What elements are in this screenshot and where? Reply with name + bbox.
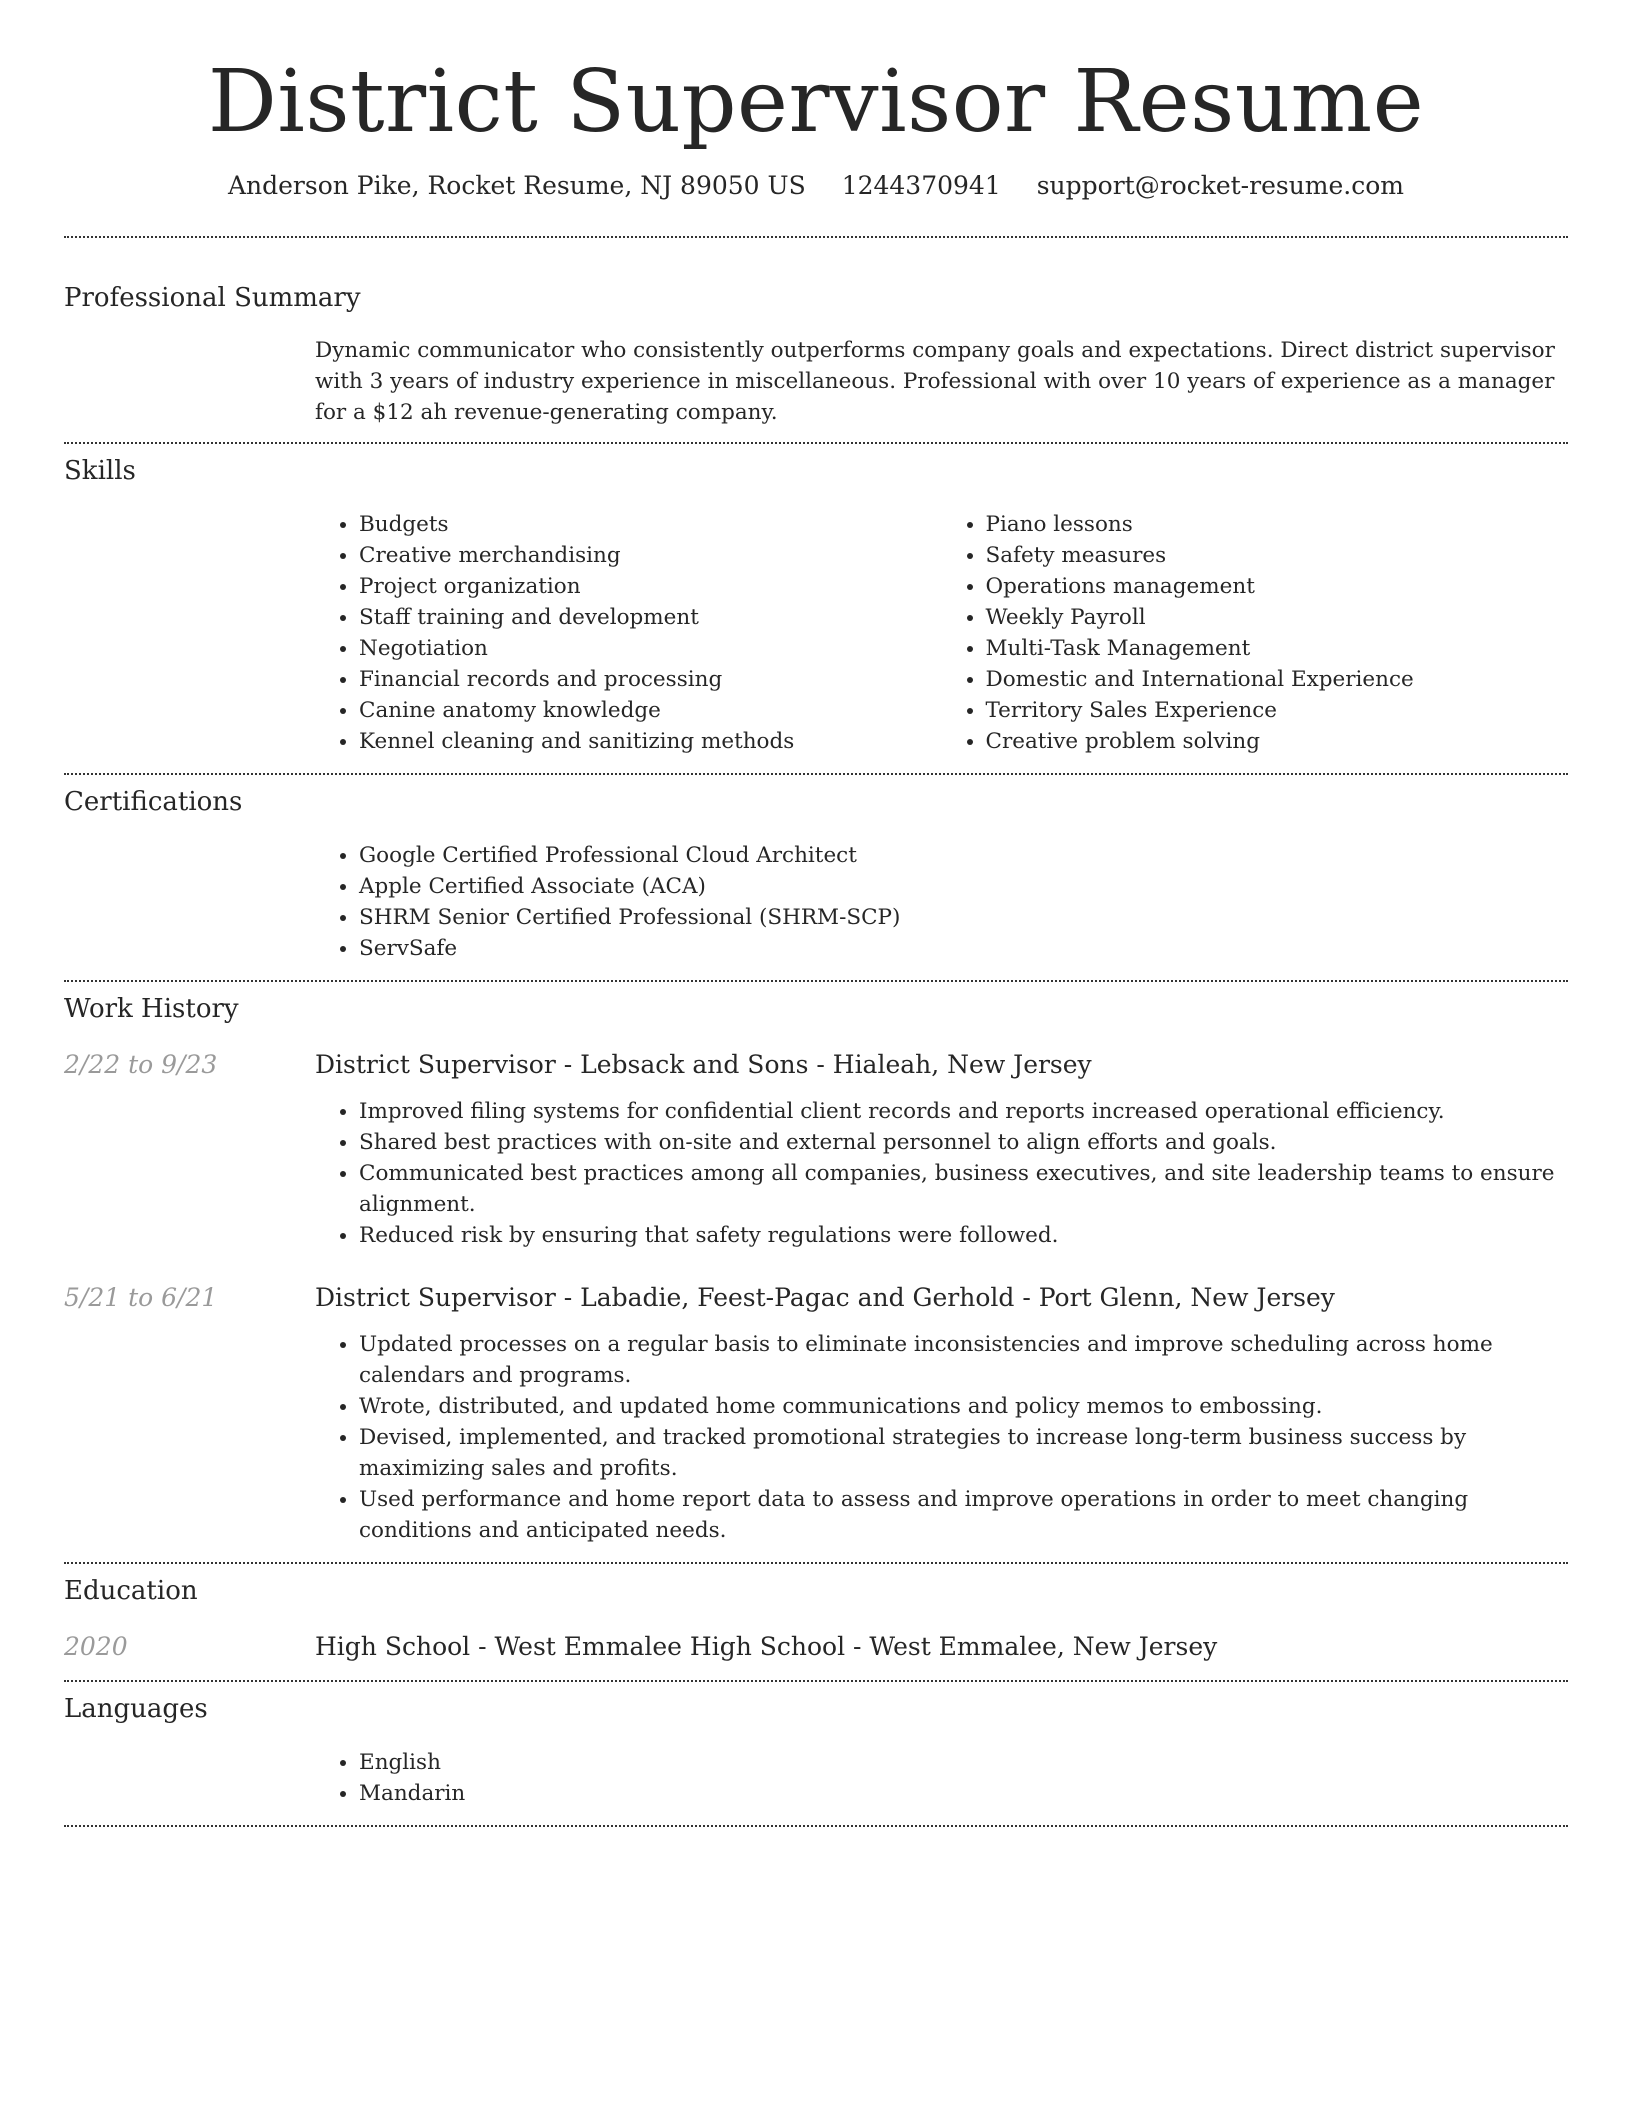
summary-section bbox=[64, 281, 1568, 428]
list-item: • Wrote, distributed, and updated home communications and policy memos to embossing. bbox=[359, 1391, 1568, 1422]
list-item: • Devised, implemented, and tracked promotional strategies to increase long-term business success by maximizing sales and profits. bbox=[359, 1422, 1568, 1484]
list-item: • Communicated best practices among all companies, business executives, and site leadership teams to ensure alignment. bbox=[359, 1158, 1568, 1220]
list-item: • Weekly Payroll bbox=[986, 602, 1569, 633]
list-item: • Multi-Task Management bbox=[986, 633, 1569, 664]
education-entry bbox=[64, 1630, 1568, 1664]
list-item: • Reduced risk by ensuring that safety regulations were followed. bbox=[359, 1220, 1568, 1251]
contact-line bbox=[64, 170, 1568, 202]
contact-phone: 1244370941 bbox=[841, 171, 1001, 200]
divider bbox=[64, 1825, 1568, 1827]
list-item: • Staff training and development bbox=[359, 602, 942, 633]
list-item: • Safety measures bbox=[986, 540, 1569, 571]
skills-section bbox=[64, 454, 1568, 757]
languages-section bbox=[64, 1692, 1568, 1809]
divider bbox=[64, 773, 1568, 775]
list-item: • Improved filing systems for confidential client records and reports increased operational efficiency. bbox=[359, 1096, 1568, 1127]
summary-body bbox=[315, 335, 1568, 428]
certifications-body bbox=[315, 840, 1568, 964]
list-item: • English bbox=[359, 1747, 1568, 1778]
section-heading-education: Education bbox=[64, 1576, 198, 1606]
job-entry bbox=[64, 1281, 1568, 1546]
job-title: District Supervisor - Labadie, Feest-Pagac and Gerhold - Port Glenn, New Jersey bbox=[315, 1283, 1335, 1312]
skills-list-left bbox=[315, 509, 942, 757]
divider bbox=[64, 236, 1568, 238]
list-item: • Piano lessons bbox=[986, 509, 1569, 540]
list-item: • Mandarin bbox=[359, 1778, 1568, 1809]
education-title: High School - West Emmalee High School - West Emmalee, New Jersey bbox=[315, 1632, 1218, 1661]
languages-body bbox=[315, 1747, 1568, 1809]
section-heading-skills: Skills bbox=[64, 456, 136, 486]
skills-list-right bbox=[942, 509, 1569, 757]
job-entry bbox=[64, 1048, 1568, 1251]
list-item: • Shared best practices with on-site and external personnel to align efforts and goals. bbox=[359, 1127, 1568, 1158]
section-heading-summary: Professional Summary bbox=[64, 283, 361, 313]
languages-list bbox=[315, 1747, 1568, 1809]
divider bbox=[64, 1562, 1568, 1564]
certifications-list bbox=[315, 840, 1568, 964]
divider bbox=[64, 442, 1568, 444]
divider bbox=[64, 1680, 1568, 1682]
contact-address: Anderson Pike, Rocket Resume, NJ 89050 US bbox=[227, 171, 806, 200]
job-body bbox=[315, 1048, 1568, 1251]
job-bullets bbox=[315, 1096, 1568, 1251]
section-heading-certifications: Certifications bbox=[64, 787, 243, 817]
education-year: 2020 bbox=[64, 1632, 128, 1661]
education-body bbox=[315, 1630, 1568, 1664]
list-item: • Financial records and processing bbox=[359, 664, 942, 695]
resume-page bbox=[64, 0, 1568, 1827]
list-item: • Creative problem solving bbox=[986, 726, 1569, 757]
list-item: • Budgets bbox=[359, 509, 942, 540]
work-history-section bbox=[64, 992, 1568, 1546]
list-item: • Territory Sales Experience bbox=[986, 695, 1569, 726]
list-item: • Domestic and International Experience bbox=[986, 664, 1569, 695]
job-dates: 2/22 to 9/23 bbox=[64, 1050, 218, 1079]
job-dates: 5/21 to 6/21 bbox=[64, 1283, 218, 1312]
list-item: • Negotiation bbox=[359, 633, 942, 664]
summary-text: Dynamic communicator who consistently outperforms company goals and expectations. Direct district supervisor with 3 years of industry experience in miscellaneous. Professional with over 10 years of experience as a manager for a $12 ah revenue-generating company. bbox=[315, 338, 1555, 425]
list-item: • Google Certified Professional Cloud Architect bbox=[359, 840, 1568, 871]
education-section bbox=[64, 1574, 1568, 1664]
list-item: • SHRM Senior Certified Professional (SHRM-SCP) bbox=[359, 902, 1568, 933]
job-body bbox=[315, 1281, 1568, 1546]
job-title: District Supervisor - Lebsack and Sons - Hialeah, New Jersey bbox=[315, 1050, 1092, 1079]
list-item: • Kennel cleaning and sanitizing methods bbox=[359, 726, 942, 757]
list-item: • Updated processes on a regular basis to eliminate inconsistencies and improve scheduling across home calendars and programs. bbox=[359, 1329, 1568, 1391]
list-item: • Apple Certified Associate (ACA) bbox=[359, 871, 1568, 902]
list-item: • Operations management bbox=[986, 571, 1569, 602]
job-bullets bbox=[315, 1329, 1568, 1546]
list-item: • Project organization bbox=[359, 571, 942, 602]
list-item: • ServSafe bbox=[359, 933, 1568, 964]
resume-title: District Supervisor Resume bbox=[207, 52, 1425, 152]
divider bbox=[64, 980, 1568, 982]
section-heading-languages: Languages bbox=[64, 1694, 208, 1724]
list-item: • Canine anatomy knowledge bbox=[359, 695, 942, 726]
list-item: • Creative merchandising bbox=[359, 540, 942, 571]
list-item: • Used performance and home report data to assess and improve operations in order to meet changing conditions and anticipated needs. bbox=[359, 1484, 1568, 1546]
section-heading-work: Work History bbox=[64, 994, 239, 1024]
certifications-section bbox=[64, 785, 1568, 964]
skills-columns bbox=[315, 509, 1568, 757]
contact-email: support@rocket-resume.com bbox=[1036, 171, 1405, 200]
